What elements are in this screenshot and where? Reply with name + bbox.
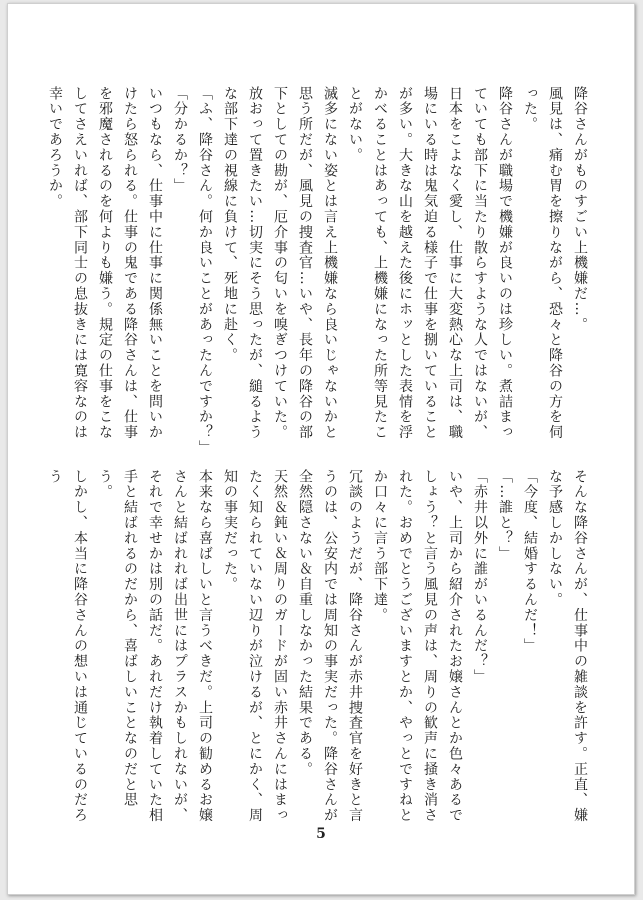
text-line: 滅多にない姿とは言え上機嫌なら良いじゃないかと思う所だが、風見の捜査官…いや、長年の降谷の部下としての勘が、厄介事の匂いを嗅ぎつけていた。: [272, 86, 338, 441]
text-line: 風見は、痛む胃を擦りながら、恐々と降谷の方を伺った。: [522, 86, 563, 441]
text-line: 「ふ、降谷さん。何か良いことがあったんですか？」: [197, 86, 213, 456]
text-block-lower: [42, 469, 592, 837]
text-line: いや、上司から紹介されたお嬢さんとか色々あるでしょう？と言う風見の声は、周りの歓声に掻き消された。おめでとうございますとか、やっとですねとか口々に言う部下達。: [372, 469, 463, 824]
text-line: いつもなら、仕事中に仕事に関係無いことを問いかけたら怒られる。仕事の鬼である降谷さんは、仕事を邪魔されるのを何よりも嫌う。規定の仕事をこなしてさえいれば、部下同士の息抜きには寛容なのは幸いであろうか。: [47, 86, 163, 441]
text-line: 冗談のようだが、降谷さんが赤井捜査官を好きと言うのは、公安内では周知の事実だった。降谷さんが全然隠さない＆自重しなかった結果である。: [297, 469, 363, 824]
text-line: 「今度、結婚するんだ！」: [522, 469, 538, 654]
text-line: 本来なら喜ばしいと言うべきだ。上司の勧めるお嬢さんと結ばれれば出世にはプラスかもしれないが、それで幸せかは別の話だ。あれだけ執着していた相手と結ばれるのだから、喜ばしいことなのだと思う。: [97, 469, 213, 824]
text-line: 放おって置きたい…切実にそう思ったが、縋るような部下達の視線に負けて、死地に赴く。: [222, 86, 263, 441]
text-line: 「分かるか？」: [172, 86, 188, 194]
page-number: 5: [316, 826, 326, 842]
text-line: 天然＆鈍い＆周りのガードが固い赤井さんにはまったく知られていない辺りが泣けるが、とにかく、周知の事実だった。: [222, 469, 288, 824]
text-line: 「…誰と？」: [497, 469, 513, 562]
text-line: 「赤井以外に誰がいるんだ？」: [472, 469, 488, 685]
text-block-upper: [42, 86, 592, 454]
text-line: そんな降谷さんが、仕事中の雑談を許す。正直、嫌な予感しかしない。: [547, 469, 588, 824]
book-page: [7, 3, 635, 895]
text-line: 降谷さんがものすごい上機嫌だ…。: [572, 86, 588, 333]
text-line: しかし、本当に降谷さんの想いは通じているのだろう: [47, 469, 88, 824]
text-line: 降谷さんが職場で機嫌が良いのは珍しい。煮詰まっていても部下に当たり散らすような人ではないが、日本をこよなく愛し、仕事に大変熱心な上司は、職場にいる時は鬼気迫る様子で仕事を捌いていることが多い。大きな山を越えた後にホッとした表情を浮かべることはあっても、上機嫌になった所等見たことがない。: [347, 86, 513, 441]
